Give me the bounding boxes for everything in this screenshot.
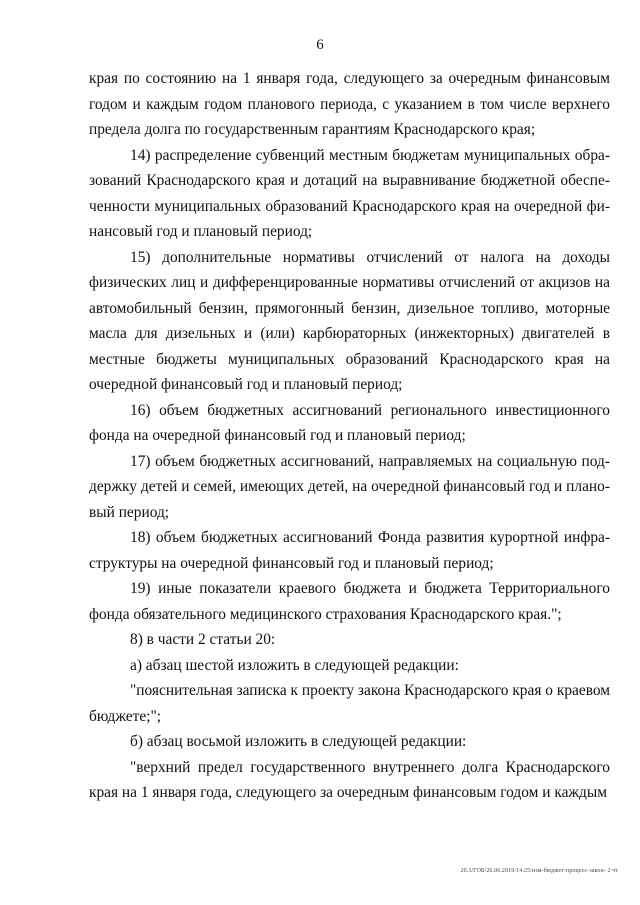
paragraph: "верхний предел государственного внутреннего долга Краснодарского края на 1 января года, следующего за очередным финансовым годом и каждым	[89, 758, 610, 801]
document-footer-stamp: 20.3/ГОБ/26.06.2019/14:25/изм-бюджет-процесс-закон- 2 чт	[460, 868, 618, 874]
paragraph: 18) объем бюджетных ассигнований Фонда развития курортной инфраструктуры на очередной финансовый год и плановый период;	[89, 529, 610, 572]
paragraph: 14) распределение субвенций местным бюджетам муниципальных образований Краснодарского края и дотаций на выравнивание бюджетной обеспеченности муниципальных образований Краснодарского края на очередной финансовый год и плановый период;	[89, 146, 610, 240]
paragraph: б) абзац восьмой изложить в следующей редакции:	[130, 733, 467, 750]
paragraph: 15) дополнительные нормативы отчислений от налога на доходы физических лиц и дифференцированные нормативы отчислений от акцизов на автомобильный бензин, прямогонный бензин, дизельное топливо, моторные масла для дизельных и (или) карбюраторных (инжекторных) двигателей в местные бюджеты муниципальных образований Краснодарского края на очередной финансовый год и плановый период;	[89, 248, 610, 393]
paragraph: края по состоянию на 1 января года, следующего за очередным финансовым годом и каждым годом планового периода, с указанием в том числе верхнего предела долга по государственным гарантиям Краснодарского края;	[89, 70, 610, 138]
page-number: 6	[316, 37, 324, 53]
paragraph: "пояснительная записка к проекту закона Краснодарского края о краевом бюджете;";	[89, 682, 610, 725]
paragraph: 17) объем бюджетных ассигнований, направляемых на социальную поддержку детей и семей, имеющих детей, на очередной финансовый год и плановый период;	[89, 452, 610, 521]
paragraph: 8) в части 2 статьи 20:	[130, 631, 276, 648]
paragraph: 19) иные показатели краевого бюджета и бюджета Территориального фонда обязательного медицинского страхования Краснодарского края.";	[89, 580, 610, 623]
paragraph: 16) объем бюджетных ассигнований регионального инвестиционного фонда на очередной финансовый год и плановый период;	[89, 401, 610, 444]
document-body	[89, 66, 610, 806]
paragraph: а) абзац шестой изложить в следующей редакции:	[130, 656, 459, 674]
